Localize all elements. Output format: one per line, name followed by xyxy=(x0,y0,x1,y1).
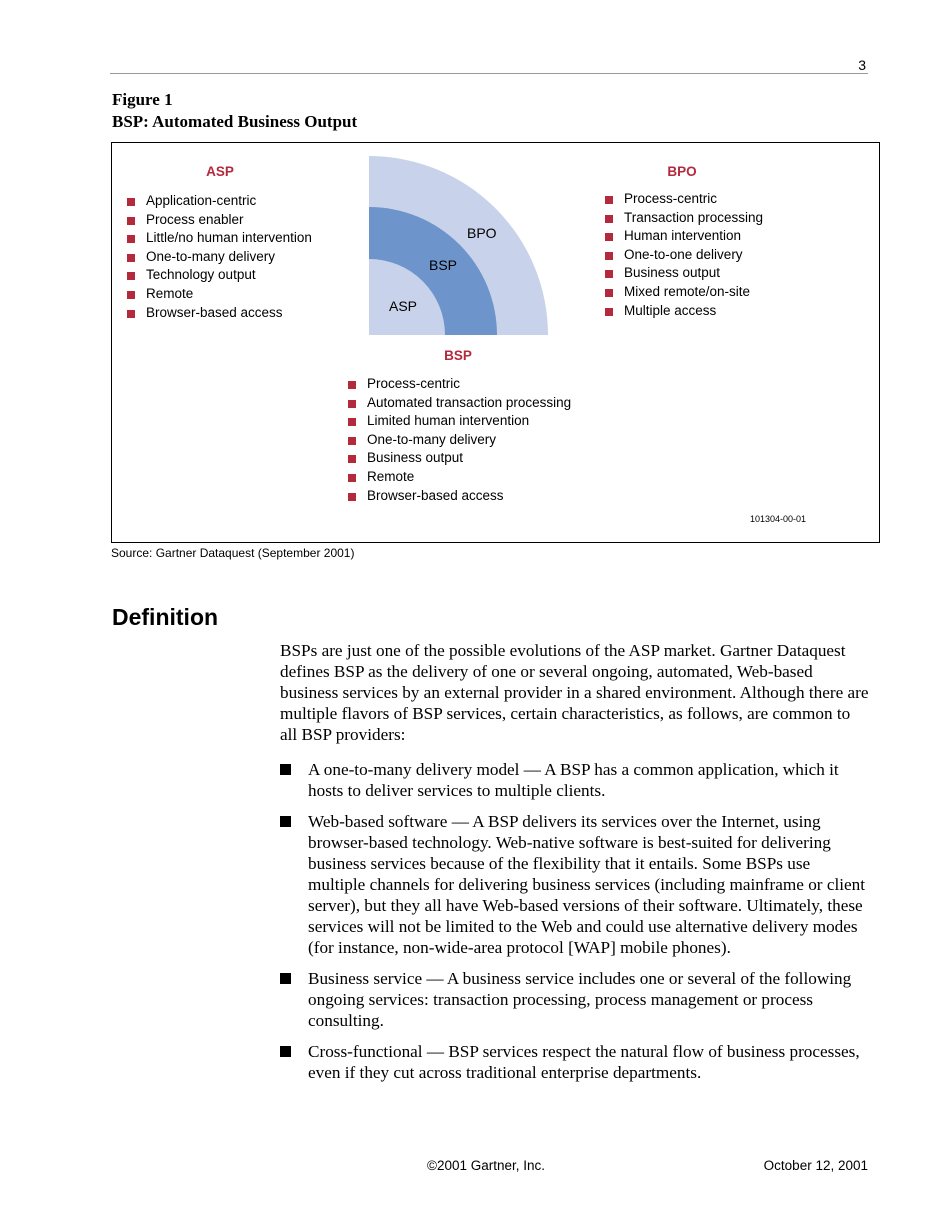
bullet-square-icon xyxy=(127,198,135,206)
footer-date: October 12, 2001 xyxy=(763,1158,868,1173)
list-item: One-to-many delivery xyxy=(348,431,571,450)
list-item: One-to-one delivery xyxy=(605,246,763,265)
bullet-square-icon xyxy=(605,233,613,241)
bullet-square-icon xyxy=(280,816,291,827)
list-item: Browser-based access xyxy=(348,487,571,506)
page-number: 3 xyxy=(858,57,866,73)
asp-heading: ASP xyxy=(206,164,234,179)
list-item: Web-based software — A BSP delivers its services over the Internet, using browser-based technology. Web-native software is best-suited for delivering business services because of the flexibility that it entails. Some BSPs use multiple channels for delivering business services (including mainframe or client server), but they all have Web-based versions of their software. Ultimately, these services will not be limited to the Web and could use alternative delivery modes (for instance, non-wide-area protocol [WAP] mobile phones). xyxy=(280,811,870,958)
list-item: Browser-based access xyxy=(127,304,312,323)
bsp-list xyxy=(348,375,571,505)
list-item: Application-centric xyxy=(127,192,312,211)
list-item: Remote xyxy=(127,285,312,304)
bullet-square-icon xyxy=(280,973,291,984)
list-item: Remote xyxy=(348,468,571,487)
list-item: Cross-functional — BSP services respect the natural flow of business processes, even if they cut across traditional enterprise departments. xyxy=(280,1041,870,1083)
bsp-quarter-circle-diagram xyxy=(369,156,551,336)
figure-code: 101304-00-01 xyxy=(749,514,806,524)
asp-list xyxy=(127,192,312,322)
list-item: A one-to-many delivery model — A BSP has a common application, which it hosts to deliver services to multiple clients. xyxy=(280,759,870,801)
asp-diagram-label: ASP xyxy=(389,298,418,314)
figure-number: Figure 1 xyxy=(112,90,173,109)
bullet-square-icon xyxy=(605,289,613,297)
bpo-heading: BPO xyxy=(667,164,697,179)
list-item: Limited human intervention xyxy=(348,412,571,431)
bullet-square-icon xyxy=(348,493,356,501)
list-item: Transaction processing xyxy=(605,209,763,228)
list-item: Business output xyxy=(348,449,571,468)
bpo-list xyxy=(605,190,763,320)
bullet-square-icon xyxy=(348,418,356,426)
figure-title: BSP: Automated Business Output xyxy=(112,112,358,131)
intro-paragraph: BSPs are just one of the possible evolutions of the ASP market. Gartner Dataquest defines BSP as the delivery of one or several ongoing, automated, Web-based business services by an external provider in a shared environment. Although there are multiple flavors of BSP services, certain characteristics, as follows, are common to all BSP providers: xyxy=(280,641,869,744)
bullet-square-icon xyxy=(127,291,135,299)
bullet-square-icon xyxy=(348,455,356,463)
list-item: Business output xyxy=(605,264,763,283)
bullet-square-icon xyxy=(605,270,613,278)
list-item: Business service — A business service includes one or several of the following ongoing services: transaction processing, process management or process consulting. xyxy=(280,968,870,1031)
list-item: Mixed remote/on-site xyxy=(605,283,763,302)
bullet-square-icon xyxy=(127,254,135,262)
list-item: Little/no human intervention xyxy=(127,229,312,248)
bullet-square-icon xyxy=(127,272,135,280)
list-item: Multiple access xyxy=(605,302,763,321)
bullet-square-icon xyxy=(605,308,613,316)
list-item: Process enabler xyxy=(127,211,312,230)
definition-list xyxy=(280,759,870,1093)
bullet-square-icon xyxy=(605,215,613,223)
figure-box xyxy=(111,142,880,543)
bsp-diagram-label: BSP xyxy=(429,257,458,273)
bsp-heading: BSP xyxy=(444,348,472,363)
bullet-square-icon xyxy=(348,474,356,482)
list-item: Process-centric xyxy=(348,375,571,394)
bullet-square-icon xyxy=(127,217,135,225)
bullet-square-icon xyxy=(605,196,613,204)
figure-source: Source: Gartner Dataquest (September 2001) xyxy=(111,546,355,560)
list-item: Technology output xyxy=(127,266,312,285)
bullet-square-icon xyxy=(280,764,291,775)
bullet-square-icon xyxy=(127,235,135,243)
bullet-square-icon xyxy=(348,400,356,408)
bullet-square-icon xyxy=(348,437,356,445)
bpo-diagram-label: BPO xyxy=(467,225,497,241)
bullet-square-icon xyxy=(280,1046,291,1057)
list-item: Process-centric xyxy=(605,190,763,209)
bullet-square-icon xyxy=(127,310,135,318)
header-rule xyxy=(110,73,868,74)
list-item: Human intervention xyxy=(605,227,763,246)
footer-copyright: ©2001 Gartner, Inc. xyxy=(427,1158,546,1173)
bullet-square-icon xyxy=(348,381,356,389)
bullet-square-icon xyxy=(605,252,613,260)
list-item: One-to-many delivery xyxy=(127,248,312,267)
list-item: Automated transaction processing xyxy=(348,394,571,413)
section-heading: Definition xyxy=(112,604,219,630)
